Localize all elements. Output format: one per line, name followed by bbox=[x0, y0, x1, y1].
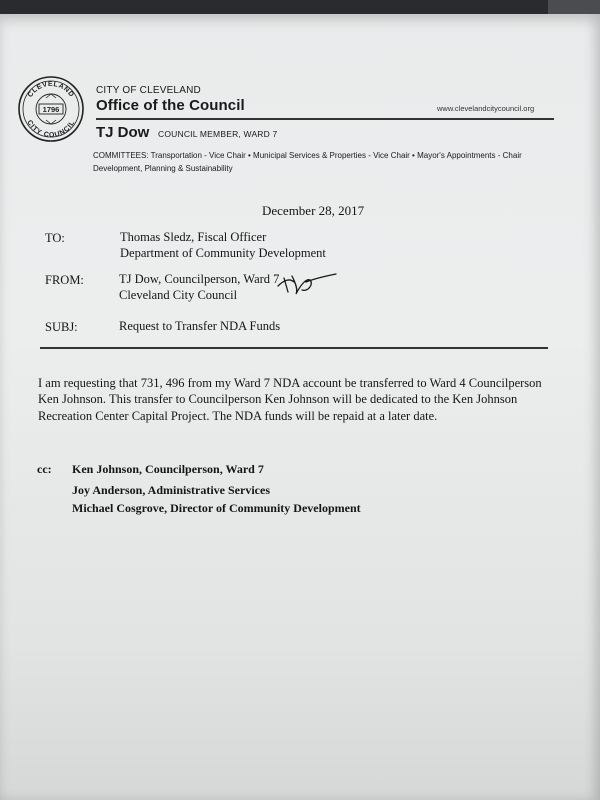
from-sender-organization: Cleveland City Council bbox=[119, 288, 238, 302]
council-member-title: COUNCIL MEMBER, WARD 7 bbox=[158, 129, 278, 139]
subject-label: SUBJ: bbox=[45, 320, 78, 334]
seal-year: 1796 bbox=[42, 105, 60, 114]
to-recipient-department: Department of Community Development bbox=[120, 246, 326, 260]
body-line-2: Ken Johnson. This transfer to Councilperson Ken Johnson will be dedicated to the Ken Johnson bbox=[38, 392, 518, 406]
cc-recipient-1: Ken Johnson, Councilperson, Ward 7 bbox=[72, 462, 264, 476]
background-top bbox=[0, 0, 600, 14]
committees-line-1: COMMITTEES: Transportation - Vice Chair • Municipal Services & Properties - Vice Chair • Mayor's Appointments - Chair bbox=[93, 151, 522, 160]
subject-text: Request to Transfer NDA Funds bbox=[119, 319, 281, 333]
body-line-1: I am requesting that 731, 496 from my Ward 7 NDA account be transferred to Ward 4 Councilperson bbox=[38, 376, 542, 390]
seal-top-text: CLEVELAND bbox=[26, 80, 76, 99]
from-label: FROM: bbox=[45, 273, 84, 287]
website-link[interactable]: www.clevelandcitycouncil.org bbox=[437, 104, 535, 113]
from-sender-name: TJ Dow, Councilperson, Ward 7 bbox=[119, 272, 280, 286]
handwritten-initials-signature bbox=[276, 268, 338, 298]
to-recipient-name: Thomas Sledz, Fiscal Officer bbox=[120, 230, 267, 244]
to-label: TO: bbox=[45, 231, 65, 245]
body-line-3: Recreation Center Capital Project. The NDA funds will be repaid at a later date. bbox=[38, 409, 438, 423]
committees-line-2: Development, Planning & Sustainability bbox=[93, 164, 233, 173]
cc-label: cc: bbox=[37, 462, 52, 476]
cc-recipient-3: Michael Cosgrove, Director of Community Development bbox=[72, 501, 361, 515]
cc-recipient-2: Joy Anderson, Administrative Services bbox=[72, 483, 270, 497]
memo-date: December 28, 2017 bbox=[262, 203, 365, 218]
city-seal-icon bbox=[16, 74, 86, 144]
background-edge bbox=[548, 0, 600, 14]
city-name: CITY OF CLEVELAND bbox=[96, 85, 201, 96]
office-name: Office of the Council bbox=[96, 97, 245, 114]
subject-divider bbox=[40, 347, 548, 349]
memo-page bbox=[0, 14, 600, 800]
letterhead-divider bbox=[96, 118, 554, 120]
seal-bottom-text: CITY COUNCIL bbox=[25, 119, 77, 140]
svg-text:CLEVELAND bbox=[27, 81, 75, 99]
council-member-name: TJ Dow bbox=[96, 124, 150, 141]
